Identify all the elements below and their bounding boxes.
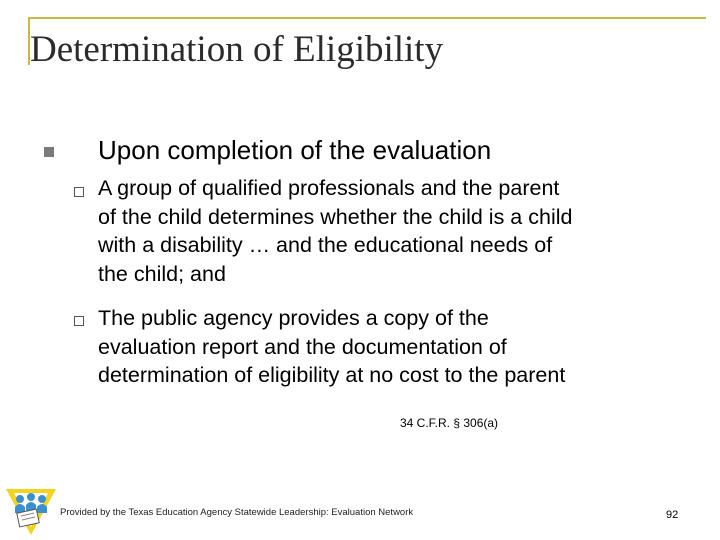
tea-evaluation-network-logo-icon [4, 487, 58, 537]
square-bullet-icon [44, 147, 54, 157]
text-line: A group of qualified professionals and the parent [98, 176, 560, 200]
footer-credit: Provided by the Texas Education Agency Statewide Leadership: Evaluation Network [60, 507, 414, 518]
legal-citation: 34 C.F.R. § 306(a) [400, 416, 499, 430]
text-line: with a disability … and the educational needs of [98, 233, 553, 257]
text-line: determination of eligibility at no cost to the parent [98, 363, 566, 387]
bullet-level2-item-2 [98, 304, 698, 390]
text-line: The public agency provides a copy of the [98, 306, 489, 330]
hollow-square-bullet-icon [74, 316, 84, 326]
slide-title: Determination of Eligibility [30, 29, 444, 70]
text-line: the child; and [98, 261, 226, 286]
page-number: 92 [666, 509, 679, 521]
hollow-square-bullet-icon [74, 187, 84, 197]
text-line: of the child determines whether the child is a child [98, 204, 573, 229]
bullet-level2-item-1 [98, 174, 698, 288]
title-frame-top-border [28, 17, 706, 19]
text-line: evaluation report and the documentation of [98, 334, 507, 359]
bullet-level1-text: Upon completion of the evaluation [98, 135, 492, 165]
